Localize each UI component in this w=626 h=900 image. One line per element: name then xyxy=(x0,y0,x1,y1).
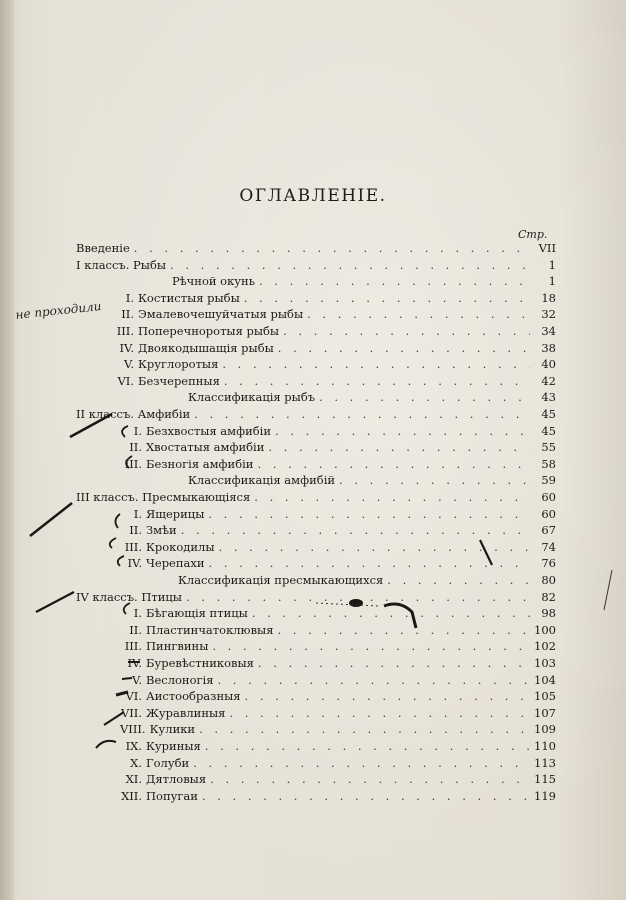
toc-entry-label: Дятловыя xyxy=(146,772,207,787)
toc-entry-page: 43 xyxy=(541,390,556,405)
dot-leader xyxy=(257,456,530,472)
dot-leader xyxy=(254,489,530,505)
toc-entry-label: IV классъ. Птицы xyxy=(76,589,182,604)
toc-entry-page: 98 xyxy=(541,606,556,621)
toc-entry-page: 110 xyxy=(534,739,556,753)
toc-entry-label: Аистообразныя xyxy=(146,689,241,704)
toc-entry xyxy=(76,406,556,422)
page-binding-edge xyxy=(0,0,14,900)
toc-entry-label: Введеніе xyxy=(76,241,130,255)
toc-entry-label: Голуби xyxy=(146,755,190,770)
toc-entry-label: Бѣгающія птицы xyxy=(146,606,248,621)
dot-leader xyxy=(170,257,530,273)
page-column-header: Стр. xyxy=(518,228,548,241)
toc-entry-label: Костистыя рыбы xyxy=(138,290,240,305)
toc-entry-number: VIII. xyxy=(120,722,146,737)
toc-entry-label: Змѣи xyxy=(146,523,177,538)
dot-leader xyxy=(268,439,530,455)
toc-entry-number: VI. xyxy=(125,689,142,704)
toc-entry xyxy=(120,605,556,621)
toc-entry-label: III классъ. Пресмыкающіяся xyxy=(76,490,251,504)
toc-entry-page: 82 xyxy=(541,589,556,604)
dot-leader xyxy=(186,589,530,605)
dot-leader xyxy=(205,738,530,754)
toc-entry-number: IV. xyxy=(119,340,134,355)
toc-entry xyxy=(120,771,556,787)
toc-entry-number: I. xyxy=(133,506,142,521)
toc-entry-page: 103 xyxy=(534,656,556,670)
dot-leader xyxy=(219,539,530,555)
toc-entry-number: I. xyxy=(133,423,142,438)
pen-stroke xyxy=(30,503,72,536)
toc-entry xyxy=(188,472,556,488)
toc-entry-label: Классификація пресмыкающихся xyxy=(178,573,384,587)
toc-entry-page: 60 xyxy=(541,506,556,521)
dot-leader xyxy=(339,472,530,488)
toc-entry xyxy=(112,290,556,306)
dot-leader xyxy=(181,522,530,538)
toc-entry xyxy=(112,356,556,372)
toc-entry-label: Круглоротыя xyxy=(138,357,219,372)
dot-leader xyxy=(217,672,530,688)
dot-leader xyxy=(387,572,530,588)
dot-leader xyxy=(307,306,530,322)
toc-entry-label: Ящерицы xyxy=(146,506,205,521)
toc-entry-number: I. xyxy=(125,290,134,305)
toc-entry-label: II классъ. Амфибіи xyxy=(76,407,191,421)
toc-entry-label: Журавлиныя xyxy=(146,705,226,720)
toc-entry-number: III. xyxy=(124,539,142,554)
dot-leader xyxy=(134,240,530,256)
toc-entry-number: IV. xyxy=(127,656,142,670)
toc-entry-page: 45 xyxy=(541,407,556,421)
toc-entry-number: X. xyxy=(130,755,142,770)
toc-entry-number: III. xyxy=(116,324,134,338)
toc-entry-page: 59 xyxy=(541,473,556,488)
toc-entry-page: 45 xyxy=(541,423,556,438)
toc-entry-number: VI. xyxy=(117,373,134,388)
toc-entry-page: 105 xyxy=(534,689,556,704)
dot-leader xyxy=(208,506,530,522)
toc-entry-page: 40 xyxy=(541,357,556,372)
dot-leader xyxy=(275,423,530,439)
toc-entry-label: Двоякодышащія рыбы xyxy=(138,340,274,355)
toc-entry xyxy=(120,638,556,654)
toc-entry-page: 38 xyxy=(541,340,556,355)
dot-leader xyxy=(199,721,530,737)
toc-entry-label: Крокодилы xyxy=(146,539,215,554)
dot-leader xyxy=(212,638,530,654)
margin-note: не проходили xyxy=(14,299,102,322)
toc-entry xyxy=(120,738,556,754)
toc-entry-page: 55 xyxy=(541,440,556,455)
toc-entry xyxy=(76,489,556,505)
pen-stroke xyxy=(96,741,116,748)
toc-entry-label: Безхвостыя амфибіи xyxy=(146,423,272,438)
pen-stroke xyxy=(110,538,116,548)
toc-entry-label: Классификація рыбъ xyxy=(188,390,316,405)
toc-entry-page: 104 xyxy=(534,672,556,687)
toc-entry-label: Пингвины xyxy=(146,639,209,654)
toc-entry-label: Эмалевочешуйчатыя рыбы xyxy=(138,307,304,322)
toc-entry xyxy=(112,340,556,356)
toc-entry xyxy=(76,589,556,605)
dot-leader xyxy=(283,323,530,339)
toc-entry xyxy=(120,522,556,538)
toc-entry-number: IV. xyxy=(127,556,142,571)
toc-entry-number: II. xyxy=(129,440,142,455)
page-title: ОГЛАВЛЕНІЕ. xyxy=(239,186,387,206)
dot-leader xyxy=(277,622,530,638)
toc-entry-page: 67 xyxy=(541,523,556,538)
toc-entry xyxy=(120,705,556,721)
dot-leader xyxy=(319,389,530,405)
toc-entry-page: 115 xyxy=(534,772,556,787)
toc-entry-page: 1 xyxy=(548,274,556,289)
toc-entry-page: 32 xyxy=(541,307,556,322)
toc-entry-label: Поперечноротыя рыбы xyxy=(138,324,280,338)
toc-entry-number: V. xyxy=(132,672,142,687)
toc-entry-label: Рѣчной окунь xyxy=(172,274,255,289)
dot-leader xyxy=(258,655,530,671)
toc-entry xyxy=(178,572,556,588)
dot-leader xyxy=(252,605,530,621)
dot-leader xyxy=(244,290,530,306)
toc-entry-number: V. xyxy=(124,357,134,372)
toc-entry-page: 42 xyxy=(541,373,556,388)
toc-entry xyxy=(120,622,556,638)
dot-leader xyxy=(224,373,530,389)
toc-entry xyxy=(112,323,556,339)
toc-entry xyxy=(120,456,556,472)
toc-entry-page: 113 xyxy=(534,755,556,770)
toc-entry-label: Черепахи xyxy=(146,556,205,571)
toc-entry-label: Пластинчатоклювыя xyxy=(146,622,274,637)
toc-entry-label: Классификація амфибій xyxy=(188,473,336,488)
toc-entry-number: IX. xyxy=(125,739,142,753)
toc-entry-number: I. xyxy=(133,606,142,621)
toc-entry-page: 102 xyxy=(534,639,556,654)
toc-entry-label: Попугаи xyxy=(146,788,198,803)
dot-leader xyxy=(278,340,530,356)
dot-leader xyxy=(202,788,530,804)
toc-entry-page: 18 xyxy=(541,290,556,305)
toc-entry-number: XII. xyxy=(121,788,142,803)
toc-entry-page: 1 xyxy=(548,257,556,272)
toc-entry-page: 100 xyxy=(534,622,556,637)
toc-entry-number: II. xyxy=(129,523,142,538)
toc-entry xyxy=(120,506,556,522)
toc-entry xyxy=(120,672,556,688)
toc-entry-number: III. xyxy=(124,639,142,654)
dot-leader xyxy=(194,406,530,422)
toc-entry xyxy=(76,257,556,273)
dot-leader xyxy=(193,755,530,771)
toc-entry xyxy=(76,240,556,256)
toc-entry-label: Кулики xyxy=(149,722,196,737)
dot-leader xyxy=(245,688,530,704)
toc-entry-label: Буревѣстниковыя xyxy=(146,656,254,670)
toc-entry-page: 80 xyxy=(541,573,556,587)
dot-leader xyxy=(210,771,530,787)
toc-entry-number: VII. xyxy=(120,705,142,720)
toc-entry-page: 119 xyxy=(534,788,556,803)
dot-leader xyxy=(229,705,530,721)
dot-leader xyxy=(209,555,530,571)
toc-entry xyxy=(120,755,556,771)
toc-entry xyxy=(120,788,556,804)
toc-entry-number: III. xyxy=(124,456,142,471)
toc-entry-page: 34 xyxy=(541,324,556,338)
dot-leader xyxy=(222,356,530,372)
toc-entry-page: 109 xyxy=(534,722,556,737)
toc-entry-label: Безчерепныя xyxy=(138,373,220,388)
dot-leader xyxy=(259,273,530,289)
toc-entry-label: Куриныя xyxy=(146,739,201,753)
pen-stroke xyxy=(36,592,74,612)
toc-entry-page: 58 xyxy=(541,456,556,471)
toc-entry xyxy=(172,273,556,289)
toc-entry-page: VII xyxy=(538,241,556,255)
toc-entry-label: Безногія амфибіи xyxy=(146,456,254,471)
toc-entry-page: 74 xyxy=(541,539,556,554)
toc-entry xyxy=(120,721,556,737)
toc-entry-page: 60 xyxy=(541,490,556,504)
toc-entry xyxy=(112,306,556,322)
toc-entry-page: 76 xyxy=(541,556,556,571)
toc-entry-label: Хвостатыя амфибіи xyxy=(146,440,265,455)
toc-entry xyxy=(120,539,556,555)
toc-entry xyxy=(120,439,556,455)
toc-entry xyxy=(112,373,556,389)
toc-entry xyxy=(120,688,556,704)
toc-entry-number: XI. xyxy=(125,772,142,787)
toc-entry-number: II. xyxy=(129,622,142,637)
toc-entry-label: Веслоногія xyxy=(146,672,214,687)
toc-entry-page: 107 xyxy=(534,705,556,720)
pen-stroke xyxy=(604,570,612,610)
toc-entry xyxy=(120,655,556,671)
toc-entry xyxy=(120,555,556,571)
toc-entry-label: I классъ. Рыбы xyxy=(76,257,167,272)
toc-entry-number: II. xyxy=(121,307,134,322)
toc-entry xyxy=(120,423,556,439)
toc-entry xyxy=(188,389,556,405)
